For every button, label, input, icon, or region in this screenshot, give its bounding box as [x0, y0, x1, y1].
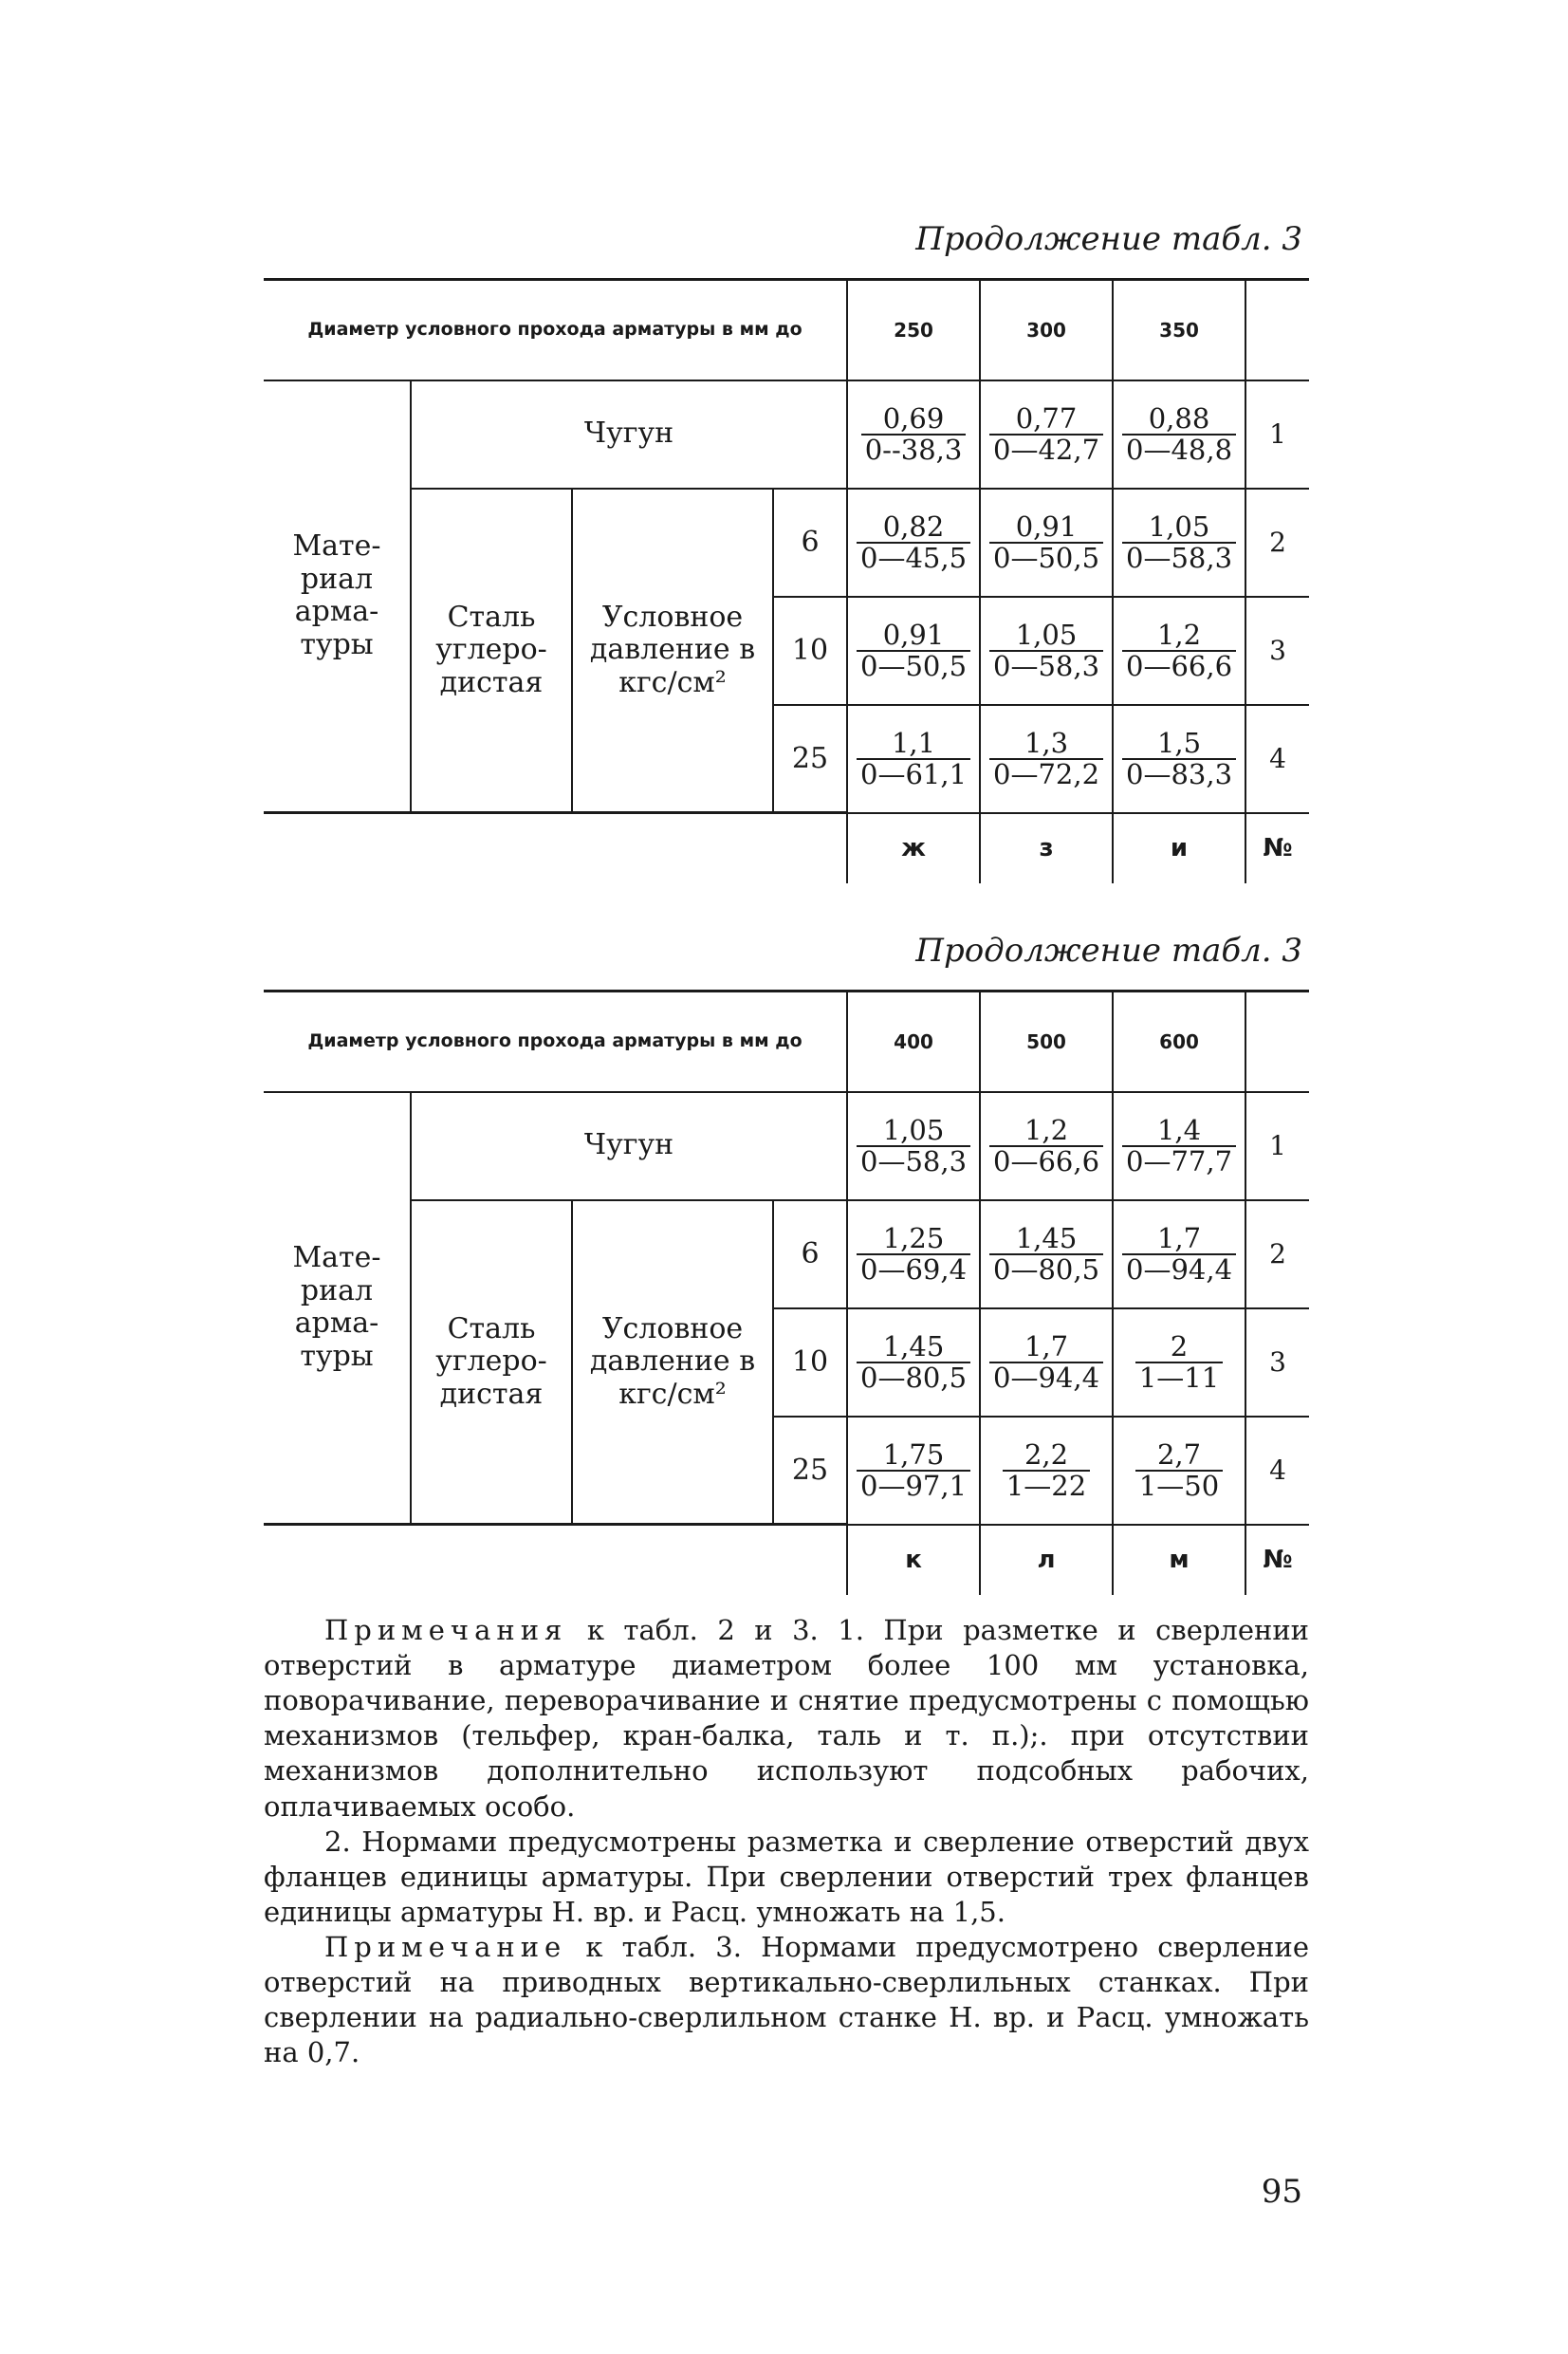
header-empty — [1245, 992, 1309, 1092]
norm-cell: $\frac{1,1}{0—61,1}$ — [847, 705, 980, 813]
pressure-value: 6 — [773, 1200, 847, 1308]
diameter-value: 500 — [980, 992, 1113, 1092]
steel-label: Сталь углеро-дистая — [411, 489, 572, 813]
note-lead: Примечания — [324, 1614, 568, 1646]
row-number: 3 — [1245, 597, 1309, 705]
norm-cell: $\frac{0,88}{0—48,8}$ — [1113, 380, 1245, 489]
norm-cell: $\frac{1,05}{0—58,3}$ — [980, 597, 1113, 705]
diameter-value: 600 — [1113, 992, 1245, 1092]
note-paragraph — [264, 1930, 1309, 2070]
pressure-label: Условное давление в кгс/см² — [572, 1200, 773, 1525]
norm-cell: $\frac{1,7}{0—94,4}$ — [1113, 1200, 1245, 1308]
norm-cell: $\frac{2,2}{1—22}$ — [980, 1417, 1113, 1525]
norm-cell: $\frac{0,91}{0—50,5}$ — [847, 597, 980, 705]
diameter-value: 250 — [847, 280, 980, 380]
norm-cell: $\frac{1,4}{0—77,7}$ — [1113, 1092, 1245, 1200]
diameter-value: 300 — [980, 280, 1113, 380]
norm-cell: $\frac{1,2}{0—66,6}$ — [980, 1092, 1113, 1200]
row-number: 1 — [1245, 1092, 1309, 1200]
page-number: 95 — [1261, 2173, 1302, 2211]
note-text: к табл. 3. Нормами предусмотрено сверление отверстий на приводных вертикально-сверлильных станках. При сверлении на радиально-сверлильном станке Н. вр. и Расц. умножать на 0,7. — [264, 1930, 1309, 2069]
row-number: 1 — [1245, 380, 1309, 489]
footer-empty — [264, 813, 847, 883]
norm-cell: $\frac{1,05}{0—58,3}$ — [847, 1092, 980, 1200]
norm-cell: $\frac{1,3}{0—72,2}$ — [980, 705, 1113, 813]
note-lead: Примечание — [324, 1930, 567, 1963]
cast-iron-label: Чугун — [411, 1092, 847, 1200]
number-sign: № — [1245, 1525, 1309, 1595]
footer-empty — [264, 1525, 847, 1595]
norm-cell: $\frac{1,5}{0—83,3}$ — [1113, 705, 1245, 813]
norm-cell: $\frac{1,2}{0—66,6}$ — [1113, 597, 1245, 705]
norm-cell: $\frac{2}{1—11}$ — [1113, 1308, 1245, 1417]
column-letter: м — [1113, 1525, 1245, 1595]
table-caption: Продолжение табл. 3 — [915, 932, 1302, 970]
row-number: 3 — [1245, 1308, 1309, 1417]
column-letter: ж — [847, 813, 980, 883]
note-text: к табл. 2 и 3. 1. При разметке и сверлении отверстий в арматуре диаметром более 100 мм установка, поворачивание, переворачивание и снятие предусмотрены с помощью механизмов (тельфер, кран-балка, таль и т. п.);. при отсутствии механизмов дополнительно используют подсобных рабочих, оплачиваемых особо. — [264, 1614, 1309, 1823]
material-label: Мате-риал арма-туры — [264, 1092, 411, 1525]
norm-cell: $\frac{1,45}{0—80,5}$ — [847, 1308, 980, 1417]
norm-cell: $\frac{1,25}{0—69,4}$ — [847, 1200, 980, 1308]
pressure-value: 25 — [773, 1417, 847, 1525]
norm-cell: $\frac{1,7}{0—94,4}$ — [980, 1308, 1113, 1417]
number-sign: № — [1245, 813, 1309, 883]
norm-cell: $\frac{0,77}{0—42,7}$ — [980, 380, 1113, 489]
norm-cell: $\frac{2,7}{1—50}$ — [1113, 1417, 1245, 1525]
row-number: 2 — [1245, 1200, 1309, 1308]
notes-section — [264, 1613, 1309, 2070]
pressure-label: Условное давление в кгс/см² — [572, 489, 773, 813]
note-paragraph — [264, 1613, 1309, 1825]
pressure-value: 10 — [773, 1308, 847, 1417]
column-letter: к — [847, 1525, 980, 1595]
column-letter: л — [980, 1525, 1113, 1595]
norm-cell: $\frac{0,69}{0--38,3}$ — [847, 380, 980, 489]
pressure-value: 6 — [773, 489, 847, 597]
diameter-value: 400 — [847, 992, 980, 1092]
cast-iron-label: Чугун — [411, 380, 847, 489]
column-letter: з — [980, 813, 1113, 883]
norm-cell: $\frac{0,91}{0—50,5}$ — [980, 489, 1113, 597]
norm-cell: $\frac{1,45}{0—80,5}$ — [980, 1200, 1113, 1308]
norm-cell: $\frac{1,05}{0—58,3}$ — [1113, 489, 1245, 597]
material-label: Мате-риал арма-туры — [264, 380, 411, 813]
norm-cell: $\frac{0,82}{0—45,5}$ — [847, 489, 980, 597]
pressure-value: 25 — [773, 705, 847, 813]
diameter-header: Диаметр условного прохода арматуры в мм до — [264, 280, 847, 380]
norm-cell: $\frac{1,75}{0—97,1}$ — [847, 1417, 980, 1525]
table-caption: Продолжение табл. 3 — [915, 220, 1302, 258]
header-empty — [1245, 280, 1309, 380]
column-letter: и — [1113, 813, 1245, 883]
diameter-header: Диаметр условного прохода арматуры в мм до — [264, 992, 847, 1092]
diameter-value: 350 — [1113, 280, 1245, 380]
norms-table — [264, 990, 1309, 1595]
row-number: 4 — [1245, 1417, 1309, 1525]
pressure-value: 10 — [773, 597, 847, 705]
row-number: 2 — [1245, 489, 1309, 597]
row-number: 4 — [1245, 705, 1309, 813]
norms-table — [264, 278, 1309, 883]
note-paragraph: 2. Нормами предусмотрены разметка и сверление отверстий двух фланцев единицы арматуры. При сверлении отверстий трех фланцев единицы арматуры Н. вр. и Расц. умножать на 1,5. — [264, 1825, 1309, 1928]
steel-label: Сталь углеро-дистая — [411, 1200, 572, 1525]
